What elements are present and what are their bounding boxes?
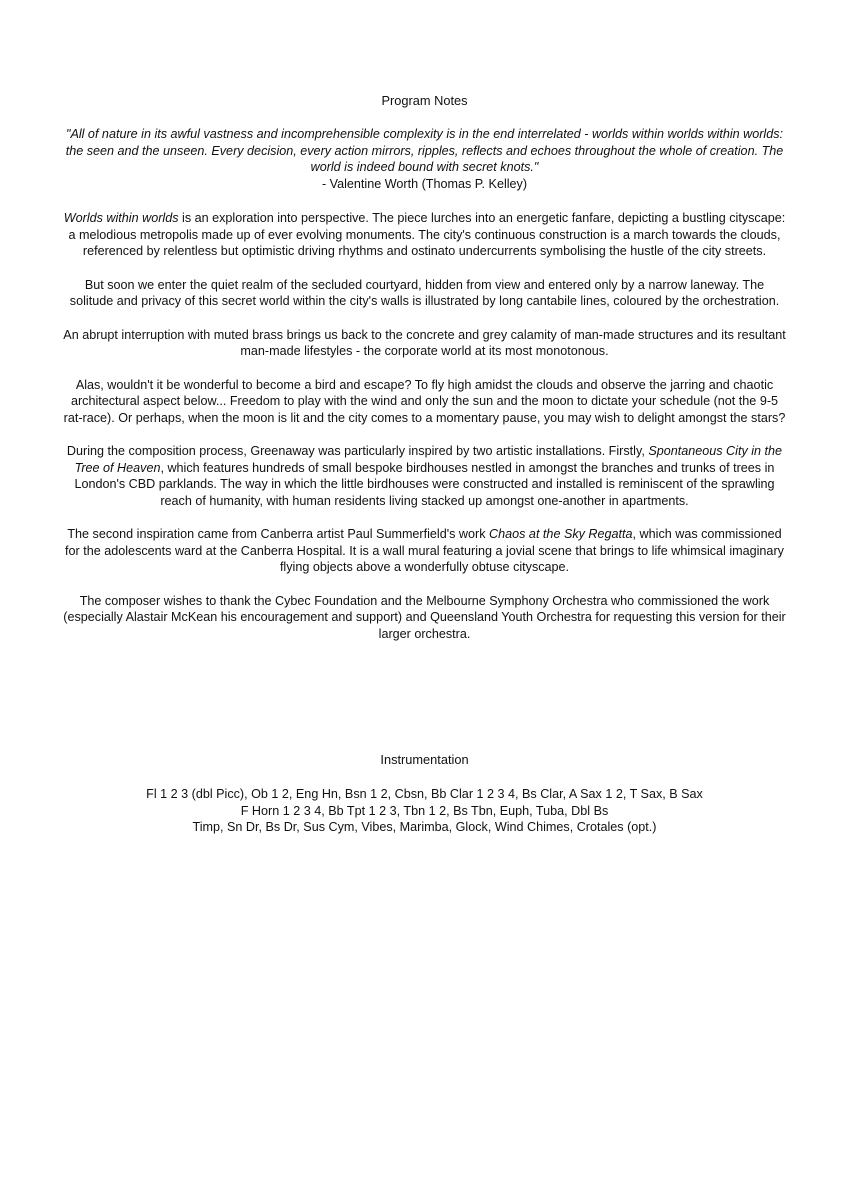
inspiration-1-before: During the composition process, Greenaway was particularly inspired by two artistic installations. Firstly, xyxy=(66,444,649,459)
inspiration-2-after: , which was commissioned for the adolescents ward at the Canberra Hospital. It is a wall mural featuring a jovial scene that brings to life whimsical imaginary flying objects above a wonderfully obtuse cityscape. xyxy=(65,527,784,575)
paragraph-acknowledgements: The composer wishes to thank the Cybec Foundation and the Melbourne Symphony Orchestra who commissioned the work (especially Alastair McKean his encouragement and support) and Queensland Youth Orchestra for requesting this version for their larger orchestra. xyxy=(63,593,786,642)
instrumentation-list xyxy=(62,786,787,836)
inspiration-2-before: The second inspiration came from Canberra artist Paul Summerfield's work xyxy=(67,527,490,542)
artwork-title-2: Chaos at the Sky Regatta xyxy=(489,527,633,542)
paragraph-courtyard: But soon we enter the quiet realm of the secluded courtyard, hidden from view and entered only by a narrow laneway. The solitude and privacy of this secret world within the city's walls is illustrated by long cantabile lines, coloured by the orchestration. xyxy=(69,277,780,309)
instrumentation-heading: Instrumentation xyxy=(380,752,469,767)
artwork-title-1: Spontaneous City in the Tree of Heaven xyxy=(74,444,783,475)
inspiration-1-after: , which features hundreds of small bespoke birdhouses nestled in amongst the branches and trunks of trees in London's CBD parklands. The way in which the little birdhouses were constructed and installed is reminiscent of the sprawling reach of humanity, with human residents living stacked up amongst one-another in apartments. xyxy=(74,460,775,508)
program-notes-body xyxy=(62,210,787,659)
program-notes-heading: Program Notes xyxy=(381,93,468,108)
paragraph-intro-text: is an exploration into perspective. The piece lurches into an energetic fanfare, depicting a bustling cityscape: a melodious metropolis made up of ever evolving monuments. The city's continuous construction is a march towards the clouds, referenced by relentless but optimistic driving rhythms and ostinato undercurrents symbolising the hustle of the city streets. xyxy=(68,211,786,259)
instrumentation-woodwinds: Fl 1 2 3 (dbl Picc), Ob 1 2, Eng Hn, Bsn 1 2, Cbsn, Bb Clar 1 2 3 4, Bs Clar, A Sax 1 2, T Sax, B Sax xyxy=(146,787,703,801)
epigraph-quote: "All of nature in its awful vastness and incomprehensible complexity is in the end interrelated - worlds within worlds within worlds: the seen and the unseen. Every decision, every action mirrors, ripples, reflects and echoes throughout the whole of creation. The world is indeed bound with secret knots." xyxy=(65,127,784,175)
paragraph-bird: Alas, wouldn't it be wonderful to become a bird and escape? To fly high amidst the clouds and observe the jarring and chaotic architectural aspect below... Freedom to play with the wind and only the sun and the moon to dictate your schedule (not the 9-5 rat-race). Or perhaps, when the moon is lit and the city comes to a momentary pause, you may wish to delight amongst the stars? xyxy=(63,377,786,425)
paragraph-intro xyxy=(62,210,787,260)
piece-title: Worlds within worlds xyxy=(63,211,179,225)
epigraph-attribution: - Valentine Worth (Thomas P. Kelley) xyxy=(321,176,528,191)
paragraph-inspiration-2 xyxy=(62,526,787,576)
paragraph-interruption: An abrupt interruption with muted brass brings us back to the concrete and grey calamity of man-made structures and its resultant man-made lifestyles - the corporate world at its most monotonous. xyxy=(63,327,786,359)
instrumentation-percussion: Timp, Sn Dr, Bs Dr, Sus Cym, Vibes, Marimba, Glock, Wind Chimes, Crotales (opt.) xyxy=(192,820,657,835)
epigraph xyxy=(62,126,787,192)
instrumentation-brass: F Horn 1 2 3 4, Bb Tpt 1 2 3, Tbn 1 2, Bs Tbn, Euph, Tuba, Dbl Bs xyxy=(240,803,609,818)
paragraph-inspiration-1 xyxy=(62,443,787,509)
